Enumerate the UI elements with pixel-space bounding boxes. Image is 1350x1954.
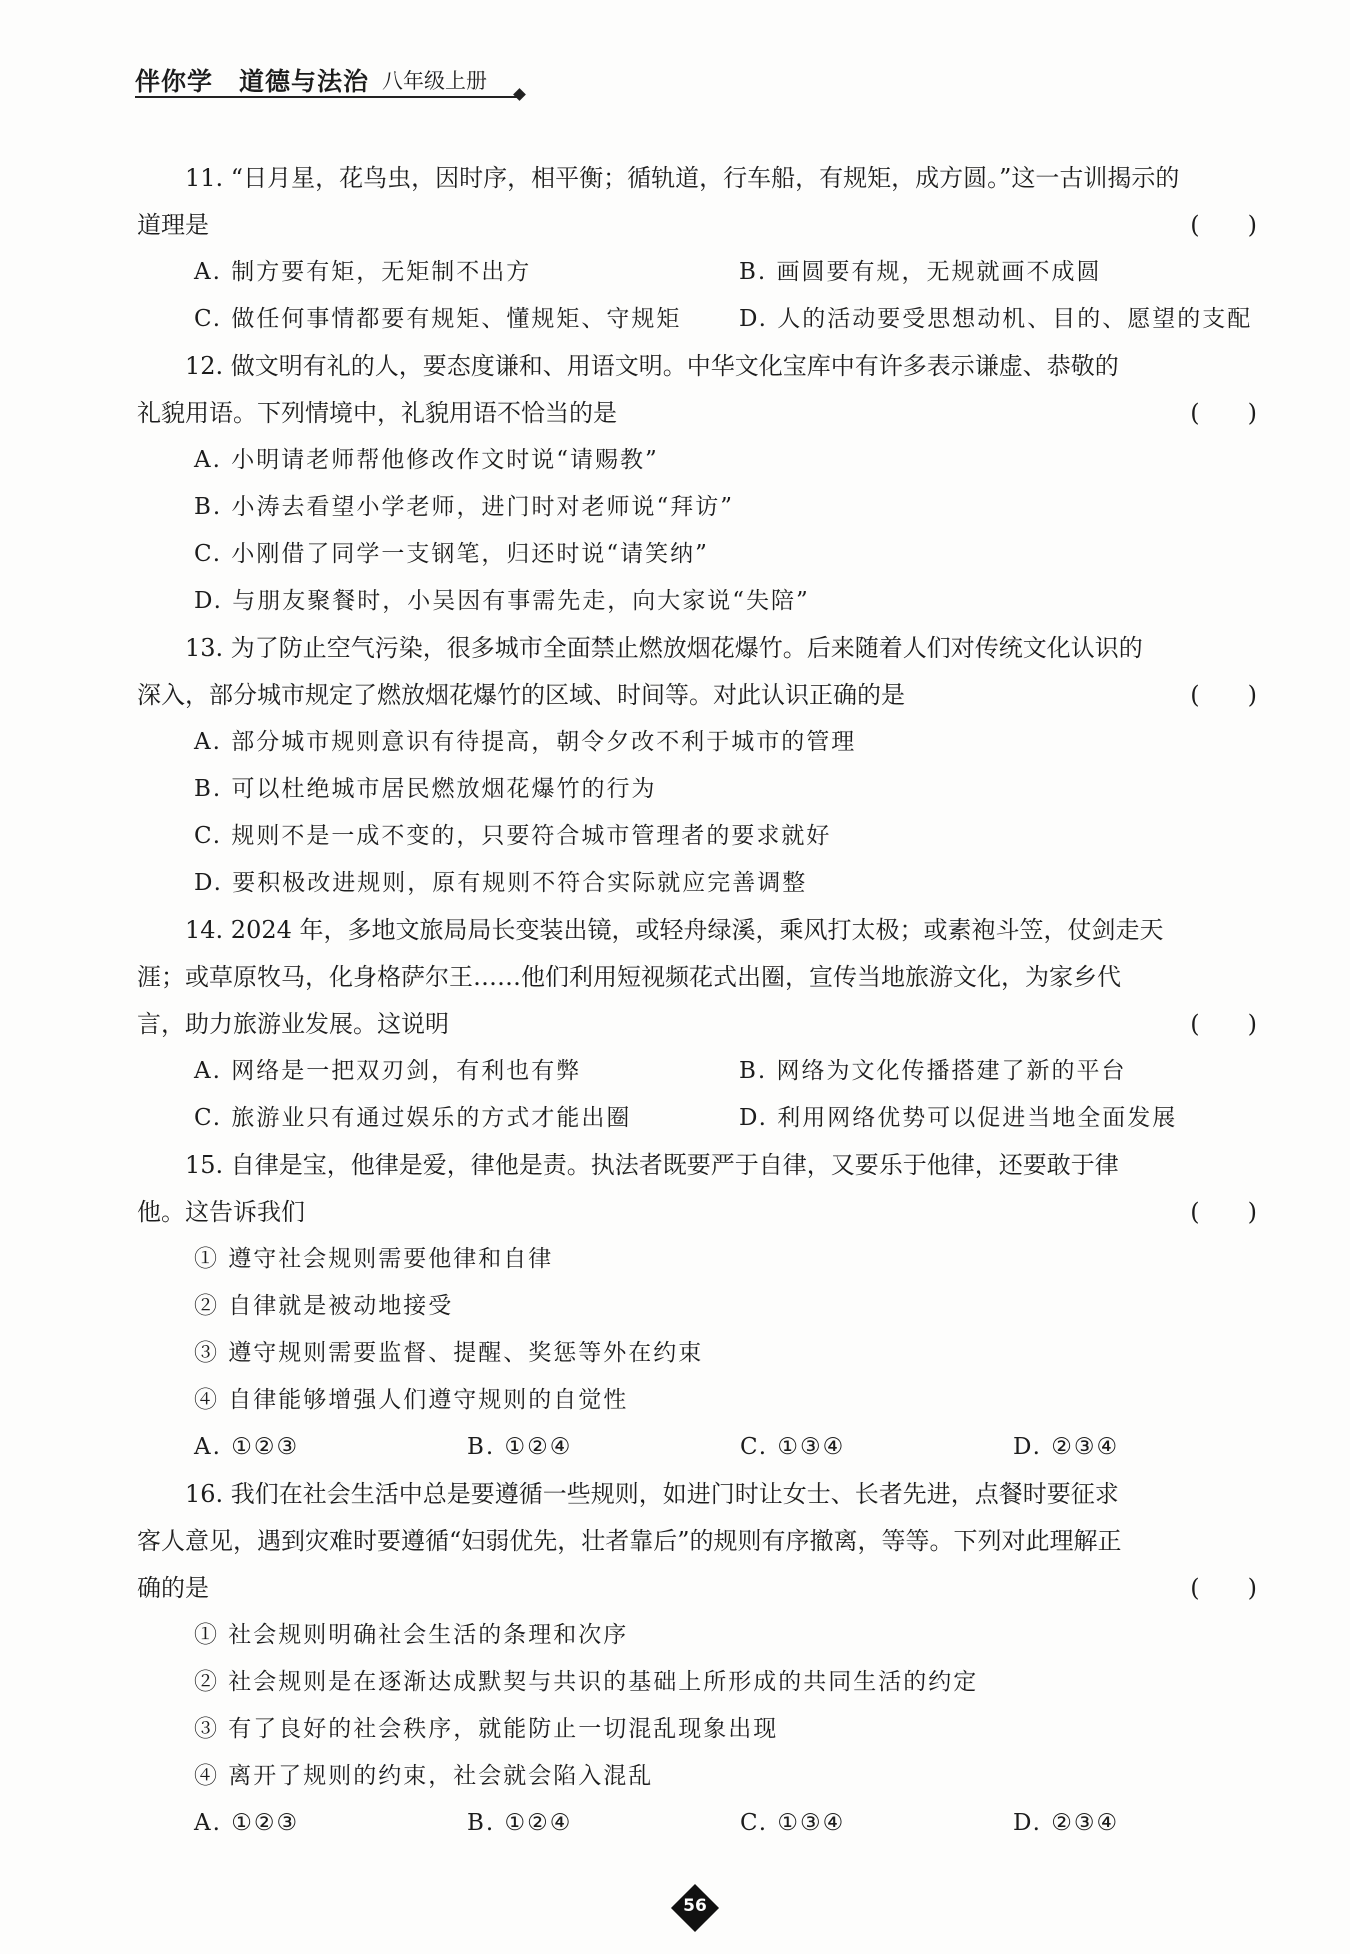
- stem-last-line: [137, 1001, 1259, 1048]
- option-c[interactable]: C. 旅游业只有通过娱乐的方式才能出圈: [194, 1105, 632, 1131]
- options-row: [137, 249, 1259, 296]
- option-c[interactable]: C. 做任何事情都要有规矩、懂规矩、守规矩: [194, 306, 682, 332]
- stem-line: 涯；或草原牧马，化身格萨尔王……他们利用短视频花式出圈，宣传当地旅游文化，为家乡代: [137, 963, 1121, 991]
- question-stem: [137, 954, 1259, 1001]
- option-d[interactable]: D. 利用网络优势可以促进当地全面发展: [739, 1105, 1178, 1131]
- question-14: [137, 907, 1259, 1142]
- stem-line: 客人意见，遇到灾难时要遵循“妇弱优先，壮者靠后”的规则有序撤离，等等。下列对此理解正: [137, 1527, 1122, 1555]
- statement-3: ③ 有了良好的社会秩序，就能防止一切混乱现象出现: [194, 1716, 779, 1742]
- answer-bracket[interactable]: ( ): [1190, 1010, 1257, 1038]
- statement-3: ③ 遵守规则需要监督、提醒、奖惩等外在约束: [194, 1340, 704, 1366]
- answer-bracket[interactable]: ( ): [1190, 211, 1257, 239]
- grade-label: 八年级上册: [382, 69, 487, 93]
- stem-line: 11. “日月星，花鸟虫，因时序，相平衡；循轨道，行车船，有规矩，成方圆。”这一古训揭示的: [185, 164, 1180, 192]
- option-d[interactable]: D. 要积极改进规则，原有规则不符合实际就应完善调整: [194, 870, 808, 896]
- option-d[interactable]: D. 人的活动要受思想动机、目的、愿望的支配: [739, 306, 1253, 332]
- stem-line: 16. 我们在社会生活中总是要遵循一些规则，如进门时让女士、长者先进，点餐时要征求: [185, 1480, 1119, 1508]
- options-row: [137, 296, 1259, 343]
- statement-2: ② 自律就是被动地接受: [194, 1293, 454, 1319]
- stem-tail: 深入，部分城市规定了燃放烟花爆竹的区域、时间等。对此认识正确的是: [137, 681, 905, 709]
- question-stem: [137, 625, 1259, 672]
- stem-tail: 确的是: [137, 1574, 209, 1602]
- question-stem: [137, 1142, 1259, 1189]
- options-row: [137, 1095, 1259, 1142]
- stem-tail: 他。这告诉我们: [137, 1198, 305, 1226]
- option-b[interactable]: B. 网络为文化传播搭建了新的平台: [739, 1058, 1127, 1084]
- question-12: [137, 343, 1259, 625]
- stem-last-line: [137, 1565, 1259, 1612]
- stem-last-line: [137, 202, 1259, 249]
- stem-last-line: [137, 672, 1259, 719]
- page-number: 56: [683, 1896, 707, 1916]
- option-b[interactable]: B. 小涛去看望小学老师，进门时对老师说“拜访”: [194, 494, 735, 520]
- question-11: [137, 155, 1259, 343]
- diamond-icon: [513, 88, 526, 101]
- question-stem: [137, 1471, 1259, 1518]
- statement-2: ② 社会规则是在逐渐达成默契与共识的基础上所形成的共同生活的约定: [194, 1669, 979, 1695]
- option-c[interactable]: C. ①③④: [740, 1810, 846, 1836]
- book-title: 伴你学 道德与法治: [135, 67, 370, 96]
- option-a[interactable]: A. 部分城市规则意识有待提高，朝令夕改不利于城市的管理: [194, 729, 857, 755]
- option-d[interactable]: D. ②③④: [1013, 1434, 1120, 1460]
- option-b[interactable]: B. ①②④: [467, 1810, 573, 1836]
- stem-tail: 礼貌用语。下列情境中，礼貌用语不恰当的是: [137, 399, 617, 427]
- statement-1: ① 遵守社会规则需要他律和自律: [194, 1246, 554, 1272]
- option-c[interactable]: C. 规则不是一成不变的，只要符合城市管理者的要求就好: [194, 823, 832, 849]
- running-header: [135, 62, 525, 102]
- answer-bracket[interactable]: ( ): [1190, 681, 1257, 709]
- question-stem: [137, 155, 1259, 202]
- options-row: [137, 1424, 1259, 1471]
- stem-tail: 言，助力旅游业发展。这说明: [137, 1010, 449, 1038]
- stem-line: 13. 为了防止空气污染，很多城市全面禁止燃放烟花爆竹。后来随着人们对传统文化认识的: [185, 634, 1143, 662]
- option-c[interactable]: C. 小刚借了同学一支钢笔，归还时说“请笑纳”: [194, 541, 709, 567]
- option-c[interactable]: C. ①③④: [740, 1434, 846, 1460]
- stem-line: 14. 2024 年，多地文旅局局长变装出镜，或轻舟绿溪，乘风打太极；或素袍斗笠，仗剑走天: [185, 916, 1164, 944]
- question-stem: [137, 1518, 1259, 1565]
- options-row: [137, 1800, 1259, 1847]
- statement-4: ④ 离开了规则的约束，社会就会陷入混乱: [194, 1763, 654, 1789]
- option-b[interactable]: B. 画圆要有规，无规就画不成圆: [739, 259, 1102, 285]
- page-number-badge: [672, 1885, 720, 1933]
- question-15: [137, 1142, 1259, 1471]
- option-b[interactable]: B. ①②④: [467, 1434, 573, 1460]
- stem-last-line: [137, 1189, 1259, 1236]
- option-a[interactable]: A. ①②③: [194, 1434, 300, 1460]
- question-stem: [137, 907, 1259, 954]
- options-row: [137, 1048, 1259, 1095]
- option-a[interactable]: A. ①②③: [194, 1810, 300, 1836]
- stem-line: 15. 自律是宝，他律是爱，律他是责。执法者既要严于自律，又要乐于他律，还要敢于律: [185, 1151, 1119, 1179]
- question-stem: [137, 343, 1259, 390]
- option-a[interactable]: A. 网络是一把双刃剑，有利也有弊: [194, 1058, 582, 1084]
- option-d[interactable]: D. ②③④: [1013, 1810, 1120, 1836]
- question-16: [137, 1471, 1259, 1847]
- option-a[interactable]: A. 小明请老师帮他修改作文时说“请赐教”: [194, 447, 659, 473]
- statement-1: ① 社会规则明确社会生活的条理和次序: [194, 1622, 629, 1648]
- stem-tail: 道理是: [137, 211, 209, 239]
- answer-bracket[interactable]: ( ): [1190, 1198, 1257, 1226]
- option-a[interactable]: A. 制方要有矩，无矩制不出方: [194, 259, 532, 285]
- option-b[interactable]: B. 可以杜绝城市居民燃放烟花爆竹的行为: [194, 776, 657, 802]
- header-rule: [135, 96, 518, 98]
- answer-bracket[interactable]: ( ): [1190, 399, 1257, 427]
- stem-line: 12. 做文明有礼的人，要态度谦和、用语文明。中华文化宝库中有许多表示谦虚、恭敬的: [185, 352, 1119, 380]
- option-d[interactable]: D. 与朋友聚餐时，小吴因有事需先走，向大家说“失陪”: [194, 588, 810, 614]
- question-list: [137, 155, 1259, 1847]
- question-13: [137, 625, 1259, 907]
- statement-4: ④ 自律能够增强人们遵守规则的自觉性: [194, 1387, 629, 1413]
- stem-last-line: [137, 390, 1259, 437]
- answer-bracket[interactable]: ( ): [1190, 1574, 1257, 1602]
